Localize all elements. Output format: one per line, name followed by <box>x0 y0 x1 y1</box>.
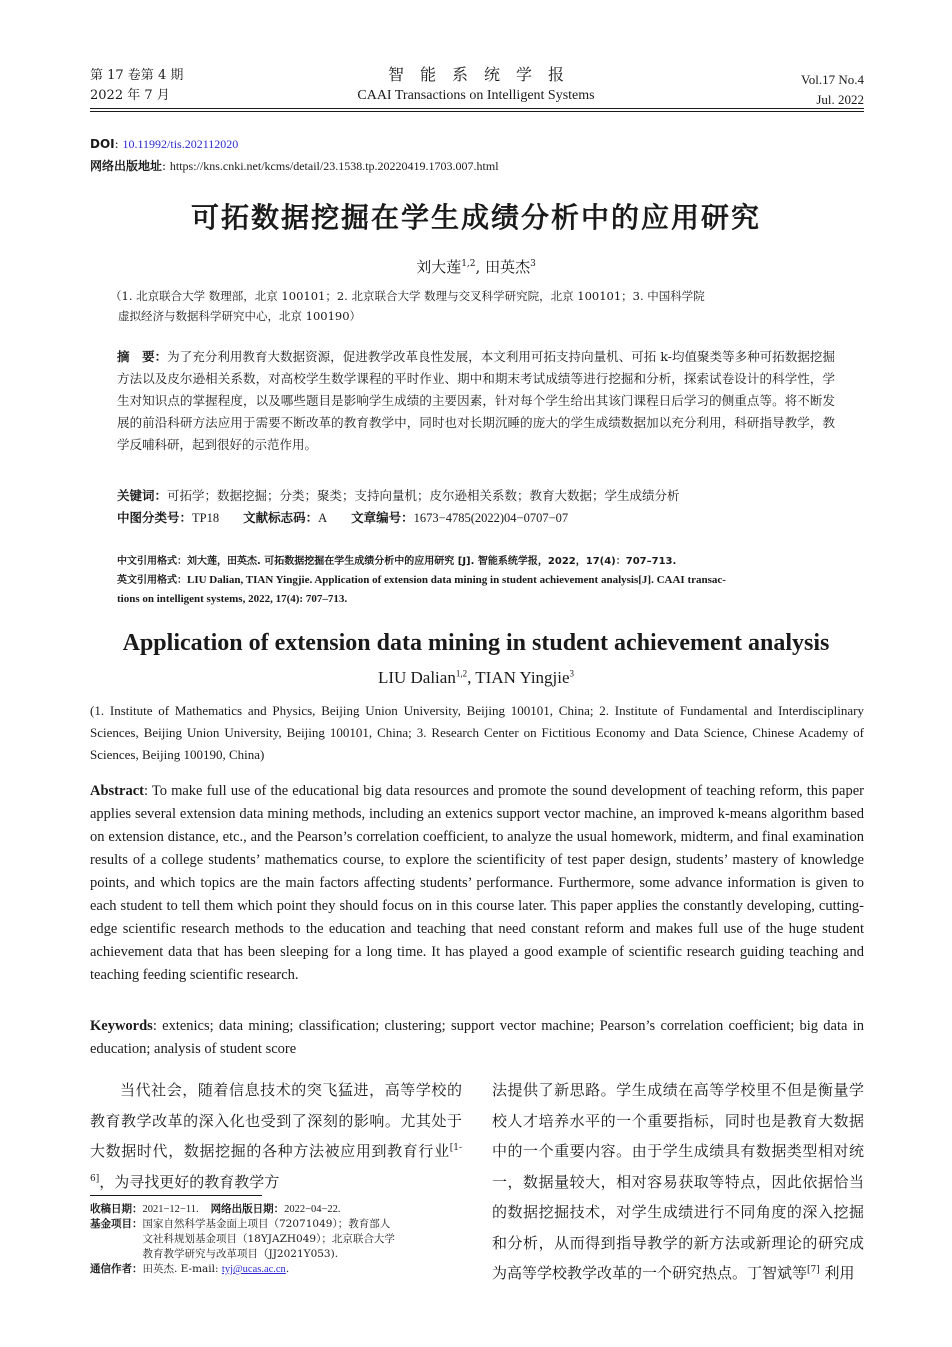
affiliation-cn-line1: （1. 北京联合大学 数理部，北京 100101；2. 北京联合大学 数理与交叉科学研究院，北京 100101；3. 中国科学院 <box>110 289 705 303</box>
doi-label: DOI <box>90 137 115 151</box>
abstract-cn-text: 为了充分利用教育大数据资源，促进教学改革良性发展，本文利用可拓支持向量机、可拓 k-均值聚类等多种可拓数据挖掘方法以及皮尔逊相关系数，对高校学生数学课程的平时作业、期中和期末考试成绩等进行挖掘和分析，探索试卷设计的科学性，学生对知识点的掌握程度，以及哪些题目是影响学生成绩的主要因素，针对每个学生给出其该门课程日后学习的侧重点等。将不断发展的前沿科研方法应用于需要不断改革的教育教学中，同时也对长期沉睡的庞大的学生成绩数据加以充分利用，科研指导教学，教学反哺科研，起到很好的示范作用。 <box>117 349 835 452</box>
authors-cn <box>0 256 952 277</box>
date-cn: 2022 年 7 月 <box>90 88 170 103</box>
articleno-value: 1673−4785(2022)04−0707−07 <box>413 511 569 525</box>
fund-line-2: 文社科规划基金项目（18YJAZH049）；北京联合大学 <box>142 1233 395 1245</box>
citation-cn-label: 中文引用格式： <box>117 556 187 567</box>
body-left-text-2: ，为寻找更好的教育教学方 <box>99 1172 280 1191</box>
volume-issue-en: Vol.17 No.4 <box>801 72 864 87</box>
doccode-label: 文献标志码： <box>243 510 319 525</box>
keywords-cn-label: 关键词： <box>117 488 168 503</box>
author-2-affil-en: 3 <box>569 668 575 679</box>
body-left-text: 当代社会，随着信息技术的突飞猛进，高等学校的教育教学改革的深入化也受到了深刻的影响。尤其处于大数据时代，数据挖掘的各种方法被应用到教育行业 <box>90 1081 462 1160</box>
affiliation-cn-line2: 虚拟经济与数据科学研究中心，北京 100190） <box>118 309 362 323</box>
footnote-block <box>90 1202 470 1277</box>
body-right-text: 法提供了新思路。学生成绩在高等学校里不但是衡量学校人才培养水平的一个重要指标，同时也是教育大数据中的一个重要内容。由于学生成绩具有数据类型相对统一，数据量较大，相对容易获取等特点，因此依据恰当的数据挖掘技术，对学生成绩进行不同角度的深入挖掘和分析，从而得到指导教学的新方法或新理论的研究成为高等学校教学改革的一个研究热点。丁智斌等 <box>492 1081 864 1282</box>
body-column-right <box>492 1075 864 1289</box>
abstract-cn <box>117 346 835 456</box>
fund-label: 基金项目： <box>90 1218 143 1230</box>
authors-en <box>0 668 952 688</box>
header-rule-2 <box>90 111 864 112</box>
online-url[interactable]: https://kns.cnki.net/kcms/detail/23.1538.tp.20220419.1703.007.html <box>169 159 499 173</box>
author-1-affil-en: 1,2 <box>455 668 468 679</box>
fund-line-1: 国家自然科学基金面上项目（72071049）；教育部人 <box>142 1218 391 1230</box>
articleno-label: 文章编号： <box>351 510 414 525</box>
issue-info-en <box>801 70 864 110</box>
abstract-en <box>90 780 864 987</box>
date-en: Jul. 2022 <box>816 92 864 107</box>
citation-cn-text: 刘大莲，田英杰. 可拓数据挖掘在学生成绩分析中的应用研究 [J]. 智能系统学报，2022，17(4)：707–713. <box>187 556 677 567</box>
body-right-ref[interactable]: [7] <box>807 1265 820 1275</box>
affiliation-en: (1. Institute of Mathematics and Physics, Beijing Union University, Beijing 100101, China; 2. Institute of Fundamental and Interdisciplinary Sciences, Beijing Union University, Beijing 100101, China; 3. Research Center on Fictitious Economy and Data Science, Chinese Academy of Sciences, Beijing 100190, China) <box>90 703 864 762</box>
received-label: 收稿日期： <box>90 1203 143 1215</box>
doi-link[interactable]: 10.11992/tis.202112020 <box>122 137 239 151</box>
header-rule <box>90 108 864 109</box>
class-value: TP18 <box>192 511 220 525</box>
affiliation-cn <box>110 286 870 326</box>
classification-line <box>117 507 835 529</box>
citation-en-text-1: LIU Dalian, TIAN Yingjie. Application of extension data mining in student achievement analysis[J]. CAAI transac- <box>187 574 726 586</box>
corr-end: . <box>285 1263 290 1275</box>
keywords-en <box>90 1015 864 1061</box>
citation-cn <box>117 552 837 571</box>
footnote-corresponding <box>90 1262 470 1277</box>
footnote-rule <box>90 1195 262 1196</box>
citation-block <box>117 552 837 608</box>
online-url-label: 网络出版地址 <box>90 159 163 173</box>
page-title-cn: 可拓数据挖掘在学生成绩分析中的应用研究 <box>190 201 761 234</box>
corr-email-link[interactable]: tyj@ucas.ac.cn <box>221 1264 286 1275</box>
author-2-en: , TIAN Yingjie <box>467 668 570 687</box>
doccode-value: A <box>318 511 328 525</box>
citation-en-cont: tions on intelligent systems, 2022, 17(4): 707–713. <box>117 593 348 605</box>
class-label: 中图分类号： <box>117 510 193 525</box>
keywords-cn <box>117 485 835 507</box>
journal-title-en: CAAI Transactions on Intelligent Systems <box>357 88 595 103</box>
received-date: 2021−12−11. <box>142 1204 199 1215</box>
citation-en-label: 英文引用格式： <box>117 575 187 586</box>
journal-title-cn: 智 能 系 统 学 报 <box>387 65 564 84</box>
corr-label: 通信作者： <box>90 1263 143 1275</box>
volume-issue-cn: 第 17 卷第 4 期 <box>90 68 184 83</box>
author-1-affil-cn: 1,2 <box>461 259 476 269</box>
doi-line: DOI: 10.11992/tis.202112020 <box>90 137 239 151</box>
online-date: 2022−04−22. <box>284 1204 341 1215</box>
corr-text: 田英杰. E-mail: <box>142 1263 222 1275</box>
footnote-dates <box>90 1202 470 1217</box>
abstract-cn-label: 摘 要： <box>117 349 168 364</box>
author-2-cn: , 田英杰 <box>475 258 531 276</box>
keywords-cn-text: 可拓学；数据挖掘；分类；聚类；支持向量机；皮尔逊相关系数；教育大数据；学生成绩分析 <box>167 488 680 503</box>
footnote-fund <box>90 1217 470 1262</box>
page-title-en: Application of extension data mining in student achievement analysis <box>122 630 830 656</box>
abstract-en-label: Abstract <box>90 783 144 799</box>
online-date-label: 网络出版日期： <box>210 1203 285 1215</box>
keywords-en-text: : extenics; data mining; classification; clustering; support vector machine; Pearson’s correlation coefficient; big data in education; analysis of student score <box>90 1018 864 1057</box>
citation-en <box>117 571 837 590</box>
author-1-cn: 刘大莲 <box>416 258 462 276</box>
author-2-affil-cn: 3 <box>530 259 536 269</box>
body-left-ref[interactable]: [1-6] <box>90 1143 462 1184</box>
body-column-left <box>90 1075 462 1197</box>
fund-line-3: 教育教学研究与改革项目（JJ2021Y053). <box>142 1248 339 1260</box>
abstract-en-text: : To make full use of the educational big data resources and promote the sound development of teaching reform, this paper applies several extension data mining methods, including an extenics support vector machine, an improved k-means algorithm based on extension distance, etc., and the Pearson’s correlation coefficient, to analyze the usual homework, midterm, and final examination results of a college students’ mathematics course, to explore the scientificity of test paper design, students’ mastery of knowledge points, and which topics are the main factors affecting students’ performance. Furthermore, some advance information is given to each student to tell them which point they should focus on in this course later. This paper applies the constantly developing, cutting-edge scientific research methods to the education and teaching that need constant reform and makes full use of the huge student achievement data that has been sleeping for a long time. It has played a good example of scientific research guiding teaching and teaching feeding scientific research. <box>90 783 864 983</box>
online-url-line: 网络出版地址: https://kns.cnki.net/kcms/detail/23.1538.tp.20220419.1703.007.html <box>90 159 499 173</box>
fund-text <box>143 1217 395 1262</box>
author-1-en: LIU Dalian <box>377 668 456 687</box>
body-right-text-2: 利用 <box>819 1264 855 1282</box>
keywords-en-label: Keywords <box>90 1018 153 1034</box>
